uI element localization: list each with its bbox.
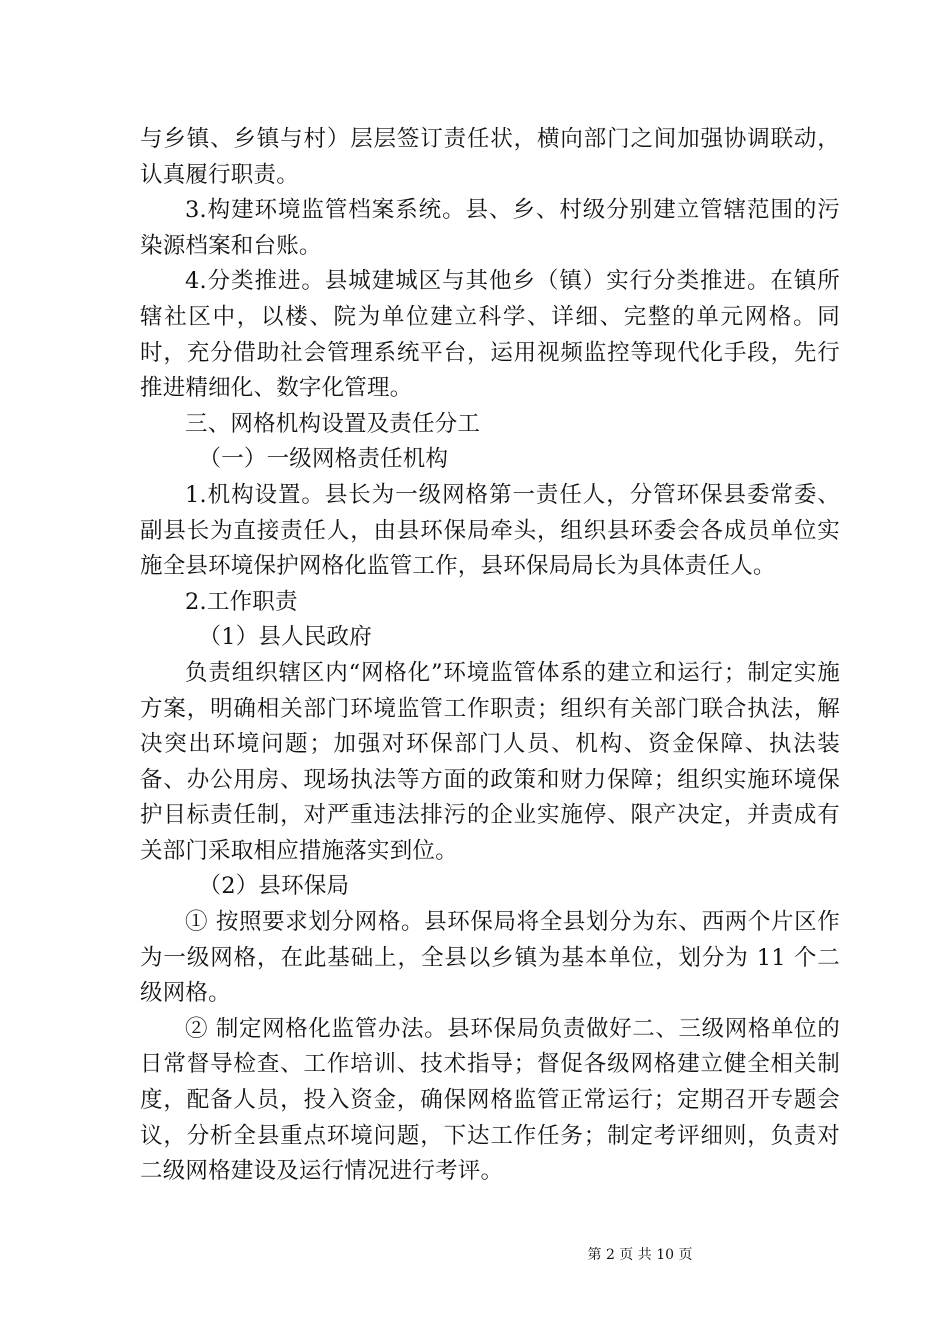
paragraph-work-duties-heading: 2.工作职责 (185, 588, 298, 615)
paragraph-grid-supervision-methods: ② 制定网格化监管办法。县环保局负责做好二、三级网格单位的日常督导检查、工作培训、技术指导；督促各级网格建立健全相关制度，配备人员，投入资金，确保网格监管正常运行；定期召开专题会议，分析全县重点环境问题，下达工作任务；制定考评细则，负责对二级网格建设及运行情况进行考评。 (140, 1015, 840, 1185)
paragraph-responsibility-continuation: 与乡镇、乡镇与村）层层签订责任状，横向部门之间加强协调联动，认真履行职责。 (140, 126, 840, 188)
document-body (140, 122, 840, 1190)
item-heading-county-government: （1）县人民政府 (198, 624, 372, 651)
paragraph-organization-setup: 1.机构设置。县长为一级网格第一责任人，分管环保县委常委、副县长为直接责任人，由县环保局牵头，组织县环委会各成员单位实施全县环境保护网格化监管工作，县环保局局长为具体责任人。 (140, 481, 840, 580)
paragraph-county-government-duties: 负责组织辖区内“网格化”环境监管体系的建立和运行；制定实施方案，明确相关部门环境监管工作职责；组织有关部门联合执法，解决突出环境问题；加强对环保部门人员、机构、资金保障、执法装备、办公用房、现场执法等方面的政策和财力保障；组织实施环境保护目标责任制，对严重违法排污的企业实施停、限产决定，并责成有关部门采取相应措施落实到位。 (140, 659, 840, 864)
paragraph-archive-system: 3.构建环境监管档案系统。县、乡、村级分别建立管辖范围的污染源档案和台账。 (140, 197, 840, 259)
page-footer (0, 1246, 950, 1264)
section-heading-grid-organization: 三、网格机构设置及责任分工 (185, 410, 481, 437)
subsection-heading-first-level-grid: （一）一级网格责任机构 (198, 446, 449, 473)
page-number: 第 2 页 共 10 页 (587, 1247, 693, 1263)
paragraph-classified-advance: 4.分类推进。县城建城区与其他乡（镇）实行分类推进。在镇所辖社区中，以楼、院为单位建立科学、详细、完整的单元网格。同时，充分借助社会管理系统平台，运用视频监控等现代化手段，先行推进精细化、数字化管理。 (140, 268, 840, 402)
item-heading-county-environment-bureau: （2）县环保局 (198, 873, 350, 900)
paragraph-grid-division: ① 按照要求划分网格。县环保局将全县划分为东、西两个片区作为一级网格，在此基础上，全县以乡镇为基本单位，划分为 11 个二级网格。 (140, 909, 840, 1007)
